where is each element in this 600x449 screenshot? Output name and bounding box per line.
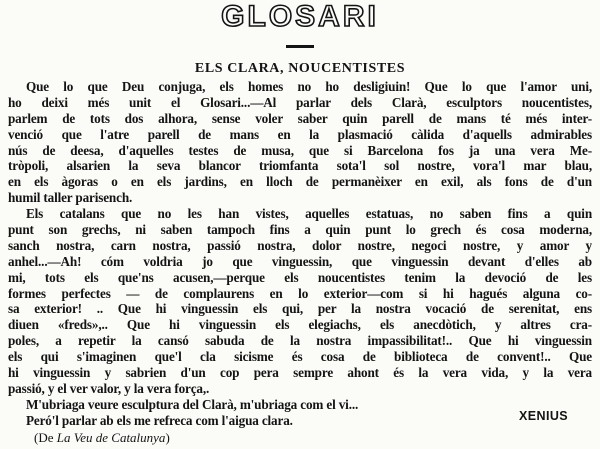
article-line: formes perfectes — de complaurens en lo exterior—com si hi hagués alguna co- <box>8 285 592 301</box>
article-line: diuen «freds»,.. Que hi vinguessin els elegiachs, els anecdòtich, y altres cra- <box>8 317 592 333</box>
source-citation <box>34 430 170 446</box>
article-line: venció que l'atre parell de mans en la plasmació càlida d'aquells admirables <box>8 126 592 142</box>
article-line: humil taller parisench. <box>8 190 133 206</box>
masthead-title: GLOSARI <box>221 0 379 33</box>
source-publication: La Veu de Catalunya <box>56 430 166 445</box>
article-line: sa exterior! .. Que hi vinguessin els qui, per la nostra vocació de serenitat, ens <box>8 301 592 317</box>
article-line: nús de deesa, d'aquelles testes de musa, que si Barcelona fos ja una vera Me- <box>8 142 592 158</box>
article-line: poles, a repetir la cansó sabuda de la nostra impassibilitat!.. Que hi vinguessin <box>8 333 592 349</box>
article-line: hi vinguessin y sabrien d'un cop pera sempre ahont és la vera vida, y la vera <box>8 365 592 381</box>
article-line: els qui s'imaginen que'l cla sicisme és cosa de biblioteca de convent!.. Que <box>8 349 592 365</box>
article-line: Peró'l parlar ab els me refreca com l'aigua clara. <box>26 412 293 428</box>
source-open: (De <box>34 430 57 445</box>
source-close: ) <box>165 430 170 445</box>
article-line: Que lo que Deu conjuga, els homes no ho desligiuin! Que lo que l'amor uni, <box>26 79 592 94</box>
article-line: ho deixi més unit el Glosari...—Al parlar dels Clarà, esculptors noucentistes, <box>8 94 592 110</box>
article-body <box>8 79 592 429</box>
article-line: parlem de tots dos alhora, sense voler saber quin parell de mans té més inter- <box>8 110 592 126</box>
article-line: punt son grechs, ni saben tampoch fins a quin punt lo grech és cosa moderna, <box>8 222 592 238</box>
author-signature: XENIUS <box>519 409 568 423</box>
article-headline: ELS CLARA, NOUCENTISTES <box>194 61 406 76</box>
article-line: en els àgoras o en els jardins, en lloch de permanèixer en exil, als fons de d'un <box>8 174 592 190</box>
article-line: sanch nostra, carn nostra, passió nostra, dolor nostre, negoci nostre, y amor y <box>8 237 592 253</box>
article-line: passió, y el ver valor, y la vera força,. <box>8 380 210 396</box>
article-line: mi, tots els que'ns acusen,—perque els noucentistes tenim la devoció de les <box>8 269 592 285</box>
article-line: anhel...—Ah! cóm voldria jo que vinguessin, que vinguessin devant d'elles ab <box>8 253 592 269</box>
article-line: tròpoli, alsarien la seva blancor triomfanta sota'l sol nostre, vora'l mar blau, <box>8 158 592 174</box>
article-line: M'ubriaga veure esculptura del Clarà, m'ubriaga com el vi... <box>26 396 359 412</box>
article-line: Els catalans que no les han vistes, aquelles estatuas, no saben fins a quin <box>26 206 592 222</box>
title-divider <box>286 45 314 48</box>
